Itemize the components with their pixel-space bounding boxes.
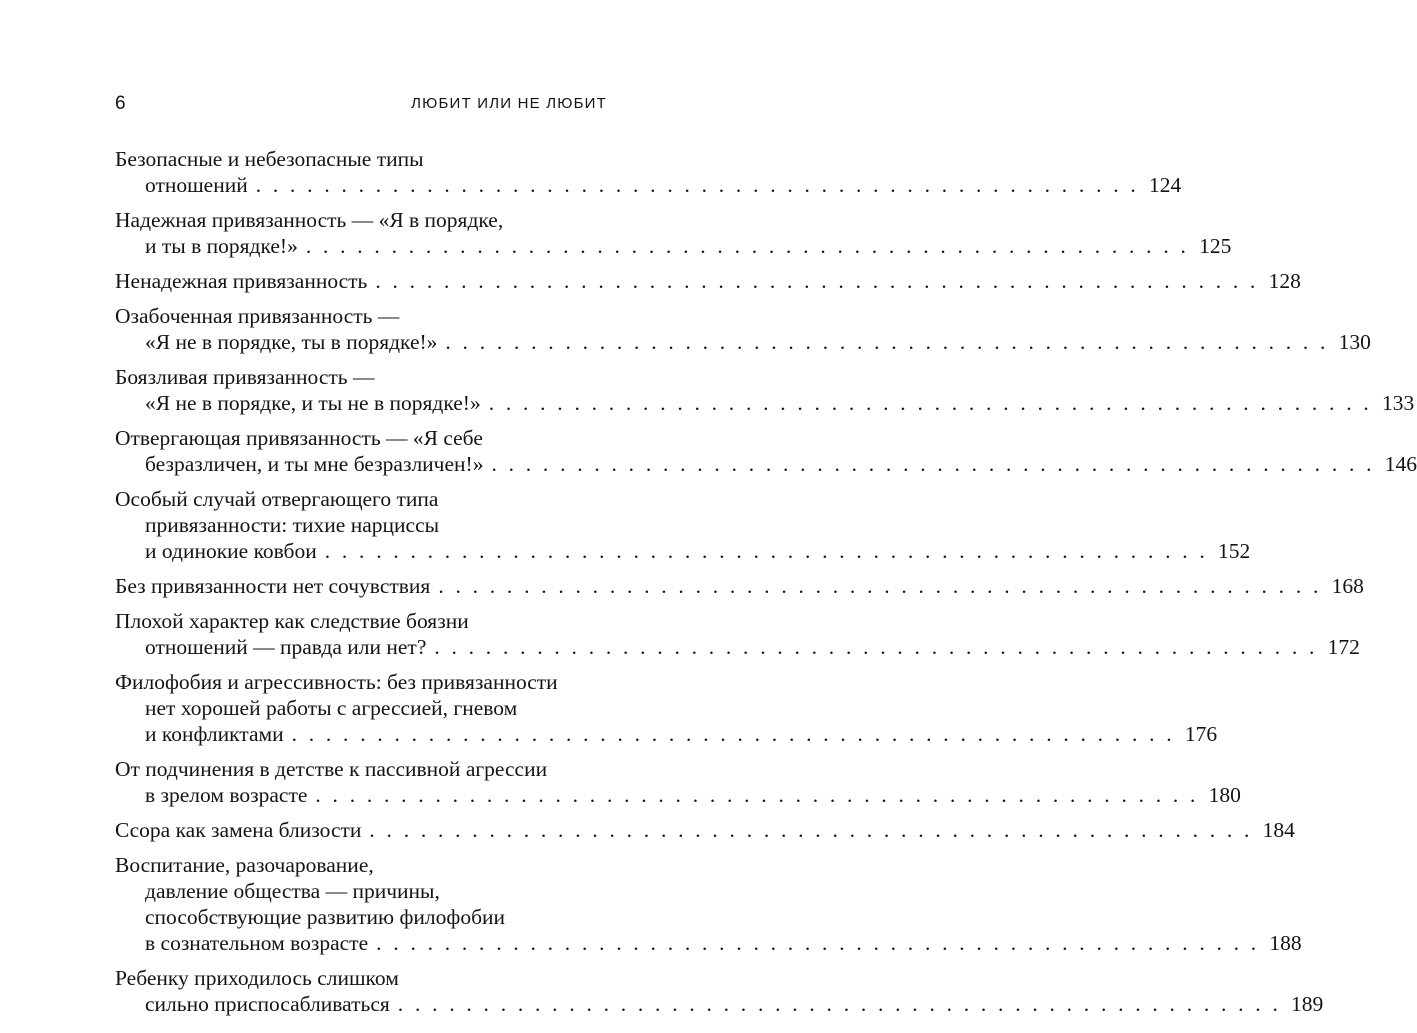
toc-entry-line <box>115 425 607 451</box>
toc-entry-title: безразличен, и ты мне безразличен!» <box>145 452 484 476</box>
toc-entry-title: Ссора как замена близости <box>115 818 362 842</box>
dot-leader: . . . . . . . . . . . . . . . . . . . . . . . . . . . . . . . . . . . . . . . . . . . . . . . . . . . . <box>305 234 1190 258</box>
toc-entry-line <box>115 172 1182 198</box>
toc-entry-title: Ребенку приходилось слишком <box>115 966 399 990</box>
toc-page-number: 146 <box>1384 452 1417 476</box>
toc-entry-line <box>115 512 607 538</box>
dot-leader: . . . . . . . . . . . . . . . . . . . . . . . . . . . . . . . . . . . . . . . . . . . . . . . . . . . . <box>434 635 1318 659</box>
toc-entry-line <box>115 268 1301 294</box>
toc-entry <box>115 146 1182 198</box>
dot-leader: . . . . . . . . . . . . . . . . . . . . . . . . . . . . . . . . . . . . . . . . . . . . . . . . . . . . <box>315 783 1199 807</box>
toc-entry-title: отношений — правда или нет? <box>145 635 427 659</box>
dot-leader: . . . . . . . . . . . . . . . . . . . . . . . . . . . . . . . . . . . . . . . . . . . . . . . . . . . . <box>324 539 1208 563</box>
toc-entry-title: Отвергающая привязанность — «Я себе <box>115 426 483 450</box>
dot-leader: . . . . . . . . . . . . . . . . . . . . . . . . . . . . . . . . . . . . . . . . . . . . . . . . . . . . <box>445 330 1329 354</box>
dot-leader: . . . . . . . . . . . . . . . . . . . . . . . . . . . . . . . . . . . . . . . . . . . . . . . . . . . . <box>375 269 1259 293</box>
toc-page-number: 168 <box>1331 574 1364 598</box>
toc-entry <box>115 303 1371 355</box>
toc-entry-title: и конфликтами <box>145 722 284 746</box>
toc-entry-title: Без привязанности нет сочувствия <box>115 574 431 598</box>
toc-entry-title: «Я не в порядке, ты в порядке!» <box>145 330 438 354</box>
toc-page-number: 184 <box>1262 818 1295 842</box>
toc-entry-line <box>115 634 1360 660</box>
toc-entry <box>115 965 1324 1017</box>
toc-entry-line <box>115 538 1251 564</box>
toc-entry-line <box>115 930 1302 956</box>
toc-entry-line <box>115 965 607 991</box>
toc-entry-title: отношений <box>145 173 248 197</box>
toc-entry-title: Боязливая привязанность — <box>115 365 375 389</box>
dot-leader: . . . . . . . . . . . . . . . . . . . . . . . . . . . . . . . . . . . . . . . . . . . . . . . . . . . . <box>255 173 1139 197</box>
toc-entry-line <box>115 303 607 329</box>
toc-page-number: 172 <box>1327 635 1360 659</box>
toc-entry-line <box>115 721 1218 747</box>
toc-entry <box>115 268 1301 294</box>
toc-entry-line <box>115 207 607 233</box>
toc-entry-title: Плохой характер как следствие боязни <box>115 609 469 633</box>
toc-entry-title: Воспитание, разочарование, <box>115 853 374 877</box>
toc-entry-line <box>115 695 607 721</box>
dot-leader: . . . . . . . . . . . . . . . . . . . . . . . . . . . . . . . . . . . . . . . . . . . . . . . . . . . . <box>491 452 1375 476</box>
toc-entry-title: Особый случай отвергающего типа <box>115 487 439 511</box>
running-head: ЛЮБИТ ИЛИ НЕ ЛЮБИТ <box>411 95 607 112</box>
toc-page-number: 188 <box>1269 931 1302 955</box>
toc-entry-line <box>115 329 1371 355</box>
toc-entry <box>115 608 1360 660</box>
toc-entry <box>115 817 1295 843</box>
dot-leader: . . . . . . . . . . . . . . . . . . . . . . . . . . . . . . . . . . . . . . . . . . . . . . . . . . . . <box>488 391 1372 415</box>
toc-page-number: 176 <box>1184 722 1218 746</box>
toc-entry-title: и одинокие ковбои <box>145 539 317 563</box>
toc-entry-title: давление общества — причины, <box>145 879 440 903</box>
toc-entry <box>115 425 1417 477</box>
toc-entry-line <box>115 573 1364 599</box>
toc-entry-line <box>115 669 607 695</box>
toc-entry-line <box>115 486 607 512</box>
toc-entry-title: Безопасные и небезопасные типы <box>115 147 424 171</box>
toc-entry-line <box>115 390 1415 416</box>
toc-entry-line <box>115 817 1295 843</box>
toc-entry <box>115 573 1364 599</box>
toc-entry <box>115 364 1415 416</box>
toc-entry-line <box>115 782 1241 808</box>
dot-leader: . . . . . . . . . . . . . . . . . . . . . . . . . . . . . . . . . . . . . . . . . . . . . . . . . . . . <box>291 722 1175 746</box>
toc-entry-title: в зрелом возрасте <box>145 783 308 807</box>
toc-entry-title: нет хорошей работы с агрессией, гневом <box>145 696 518 720</box>
toc-entry <box>115 852 1302 956</box>
toc-entry-title: Надежная привязанность — «Я в порядке, <box>115 208 504 232</box>
toc-entry-title: сильно приспосабливаться <box>145 992 390 1016</box>
toc-entry <box>115 486 1251 564</box>
toc-entry-title: Ненадежная привязанность <box>115 269 368 293</box>
toc-entry-line <box>115 991 1324 1017</box>
toc-entry <box>115 207 1232 259</box>
toc-entry <box>115 669 1218 747</box>
toc-entry-title: Озабоченная привязанность — <box>115 304 400 328</box>
toc-page-number: 125 <box>1199 234 1232 258</box>
toc-page-number: 152 <box>1217 539 1251 563</box>
dot-leader: . . . . . . . . . . . . . . . . . . . . . . . . . . . . . . . . . . . . . . . . . . . . . . . . . . . . <box>376 931 1260 955</box>
toc-page-number: 130 <box>1338 330 1371 354</box>
toc-page-number: 180 <box>1208 783 1241 807</box>
toc-entry-title: «Я не в порядке, и ты не в порядке!» <box>145 391 481 415</box>
toc-entry-title: в сознательном возрасте <box>145 931 369 955</box>
dot-leader: . . . . . . . . . . . . . . . . . . . . . . . . . . . . . . . . . . . . . . . . . . . . . . . . . . . . <box>397 992 1282 1016</box>
toc-entry-line <box>115 451 1417 477</box>
toc-entry-line <box>115 608 607 634</box>
page-number: 6 <box>115 93 126 114</box>
dot-leader: . . . . . . . . . . . . . . . . . . . . . . . . . . . . . . . . . . . . . . . . . . . . . . . . . . . . <box>438 574 1322 598</box>
toc-page-number: 189 <box>1291 992 1324 1016</box>
toc-entry <box>115 756 1241 808</box>
toc-entry-line <box>115 233 1232 259</box>
toc-page-number: 128 <box>1268 269 1301 293</box>
toc-entry-line <box>115 146 607 172</box>
toc-entry-line <box>115 364 607 390</box>
toc-entry-title: и ты в порядке!» <box>145 234 298 258</box>
toc-page-number: 133 <box>1381 391 1415 415</box>
toc-entry-title: Филофобия и агрессивность: без привязанности <box>115 670 558 694</box>
toc-entry-line <box>115 852 607 878</box>
toc-page-number: 124 <box>1148 173 1182 197</box>
toc-entry-line <box>115 904 607 930</box>
toc-entry-line <box>115 756 607 782</box>
toc-entry-line <box>115 878 607 904</box>
toc-entry-title: способствующие развитию филофобии <box>145 905 506 929</box>
table-of-contents <box>115 146 1417 1026</box>
toc-entry-title: привязанности: тихие нарциссы <box>145 513 440 537</box>
toc-entry-title: От подчинения в детстве к пассивной агрессии <box>115 757 548 781</box>
dot-leader: . . . . . . . . . . . . . . . . . . . . . . . . . . . . . . . . . . . . . . . . . . . . . . . . . . . . <box>369 818 1253 842</box>
